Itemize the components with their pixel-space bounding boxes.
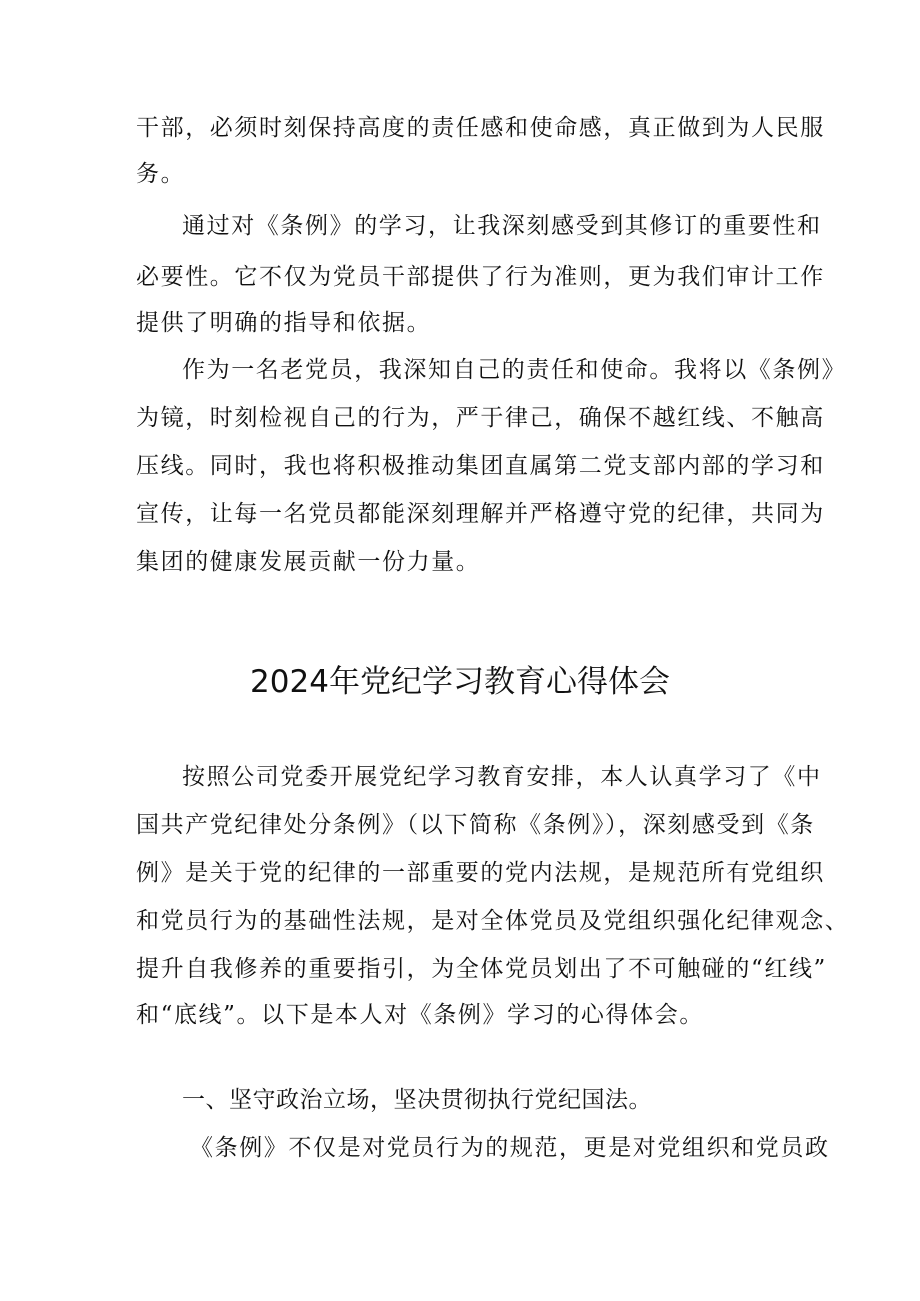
body-text-line: 通过对《条例》的学习，让我深刻感受到其修订的重要性和: [182, 213, 822, 239]
body-text-line: 国共产党纪律处分条例》（以下简称《条例》），深刻感受到《条: [136, 812, 815, 838]
body-text-line: 提升自我修养的重要指引，为全体党员划出了不可触碰的“红线”: [136, 956, 827, 982]
document-title: 2024年党纪学习教育心得体会: [250, 664, 670, 700]
body-text-line: 干部，必须时刻保持高度的责任感和使命感，真正做到为人民服: [136, 115, 825, 141]
body-text-line: 为镜，时刻检视自己的行为，严于律己，确保不越红线、不触高: [136, 405, 825, 431]
body-text-line: 宣传，让每一名党员都能深刻理解并严格遵守党的纪律，共同为: [136, 501, 825, 527]
body-text-line: 提供了明确的指导和依据。: [136, 310, 432, 336]
body-text-line: 必要性。它不仅为党员干部提供了行为准则，更为我们审计工作: [136, 264, 825, 290]
section-heading: 一、坚守政治立场，坚决贯彻执行党纪国法。: [182, 1087, 652, 1113]
body-text-line: 按照公司党委开展党纪学习教育安排，本人认真学习了《中: [182, 764, 822, 790]
body-text-line: 和党员行为的基础性法规，是对全体党员及党组织强化纪律观念、: [136, 908, 850, 934]
body-text-line: 《条例》不仅是对党员行为的规范，更是对党组织和党员政: [190, 1135, 830, 1161]
body-text-line: 例》是关于党的纪律的一部重要的党内法规，是规范所有党组织: [136, 860, 825, 886]
body-text-line: 务。: [136, 161, 186, 187]
body-text-line: 和“底线”。以下是本人对《条例》学习的心得体会。: [136, 1002, 704, 1028]
body-text-line: 作为一名老党员，我深知自己的责任和使命。我将以《条例》: [182, 357, 847, 383]
body-text-line: 集团的健康发展贡献一份力量。: [136, 549, 481, 575]
body-text-line: 压线。同时，我也将积极推动集团直属第二党支部内部的学习和: [136, 453, 825, 479]
